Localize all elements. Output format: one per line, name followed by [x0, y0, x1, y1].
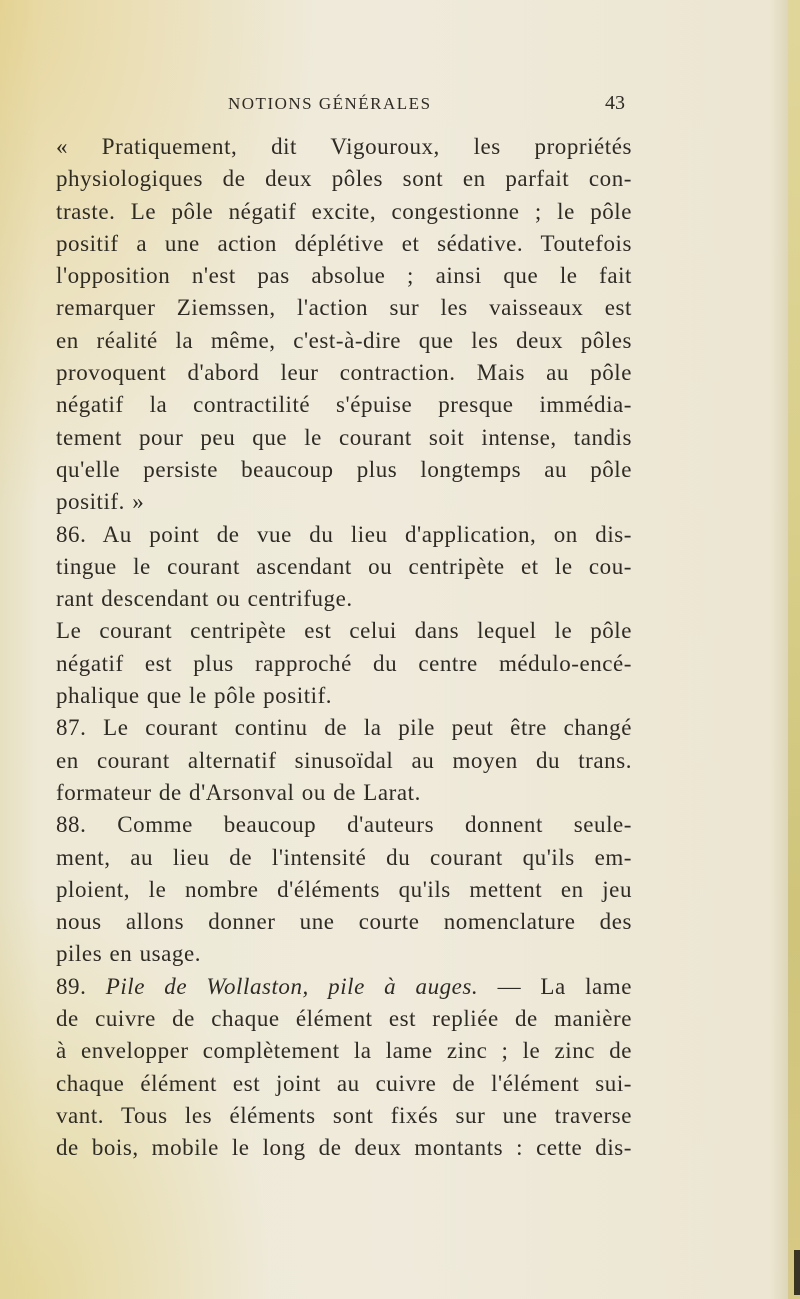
text-line: formateur de d'Arsonval ou de Larat.	[56, 779, 421, 805]
text-line: ment, au lieu de l'intensité du courant qu'ils em-	[56, 844, 632, 870]
text-line: rant descendant ou centrifuge.	[56, 586, 353, 612]
text-line: nous allons donner une courte nomenclature des	[56, 909, 632, 935]
text-line: traste. Le pôle négatif excite, congestionne ; le pôle	[56, 198, 632, 224]
text-line: en réalité la même, c'est-à-dire que les deux pôles	[56, 327, 632, 353]
text-line: piles en usage.	[56, 941, 202, 967]
text-line-rest: — La lame	[497, 973, 632, 999]
text-line: phalique que le pôle positif.	[56, 683, 333, 709]
page-edge-shadow	[794, 1250, 800, 1295]
text-line: physiologiques de deux pôles sont en parfait con-	[56, 166, 632, 192]
section-title: Pile de Wollaston, pile à auges.	[105, 973, 479, 999]
text-line: « Pratiquement, dit Vigouroux, les propriétés	[56, 134, 632, 159]
text-line: chaque élément est joint au cuivre de l'élément sui-	[56, 1070, 632, 1096]
running-title: NOTIONS GÉNÉRALES	[228, 94, 432, 113]
page-header	[110, 90, 625, 120]
body-text	[56, 131, 632, 1165]
text-line: l'opposition n'est pas absolue ; ainsi que le fait	[56, 263, 632, 289]
text-line: Le courant centripète est celui dans lequel le pôle	[56, 618, 632, 644]
text-line: 88. Comme beaucoup d'auteurs donnent seule-	[56, 812, 632, 838]
text-line: qu'elle persiste beaucoup plus longtemps au pôle	[56, 456, 632, 482]
text-line: négatif est plus rapproché du centre médulo-encé-	[56, 650, 632, 676]
text-line-89	[56, 971, 632, 1003]
text-line: ploient, le nombre d'éléments qu'ils mettent en jeu	[56, 876, 632, 902]
text-line: remarquer Ziemssen, l'action sur les vaisseaux est	[56, 295, 632, 321]
text-line: positif a une action déplétive et sédative. Toutefois	[56, 230, 632, 256]
paragraph-number: 89.	[56, 973, 87, 999]
text-line: provoquent d'abord leur contraction. Mais au pôle	[56, 360, 632, 386]
text-line: tement pour peu que le courant soit intense, tandis	[56, 424, 632, 450]
text-line: 86. Au point de vue du lieu d'application, on dis-	[56, 521, 632, 547]
text-line: 87. Le courant continu de la pile peut être changé	[56, 715, 632, 741]
page-edge	[788, 0, 800, 1299]
text-line: en courant alternatif sinusoïdal au moyen du trans.	[56, 747, 632, 773]
text-line: vant. Tous les éléments sont fixés sur une traverse	[56, 1102, 632, 1128]
text-line: positif. »	[56, 489, 145, 515]
text-line: de cuivre de chaque élément est repliée de manière	[56, 1006, 632, 1032]
text-line: à envelopper complètement la lame zinc ; le zinc de	[56, 1038, 632, 1064]
page-number: 43	[605, 92, 625, 114]
text-line: tingue le courant ascendant ou centripète et le cou-	[56, 553, 632, 579]
text-line: de bois, mobile le long de deux montants : cette dis-	[56, 1135, 632, 1161]
text-line: négatif la contractilité s'épuise presque immédia-	[56, 392, 632, 418]
